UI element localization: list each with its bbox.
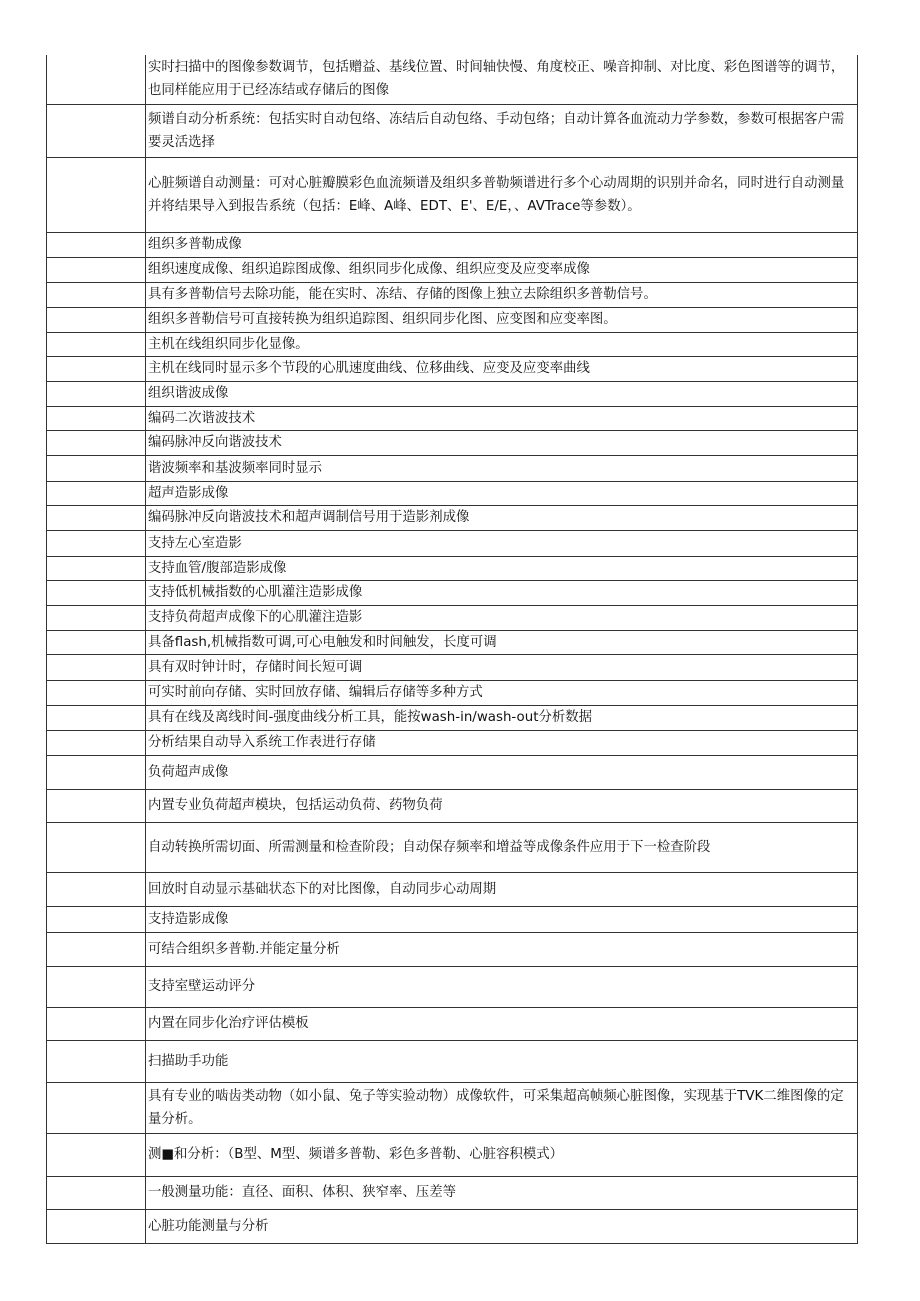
spec-cell: 自动转换所需切面、所需测量和检查阶段；自动保存频率和增益等成像条件应用于下一检查阶段 — [146, 822, 858, 872]
spec-table-body — [47, 55, 858, 1243]
empty-cell — [47, 381, 146, 406]
empty-cell — [47, 257, 146, 282]
empty-cell — [47, 906, 146, 932]
spec-cell: 支持血管/腹部造影成像 — [146, 556, 858, 580]
table-row — [47, 932, 858, 966]
spec-cell: 内置在同步化治疗评估模板 — [146, 1007, 858, 1040]
table-row — [47, 455, 858, 481]
table-row — [47, 580, 858, 605]
table-row — [47, 430, 858, 455]
spec-cell: 可结合组织多普勒.并能定量分析 — [146, 932, 858, 966]
spec-cell: 主机在线组织同步化显像。 — [146, 332, 858, 356]
empty-cell — [47, 104, 146, 157]
spec-cell: 具有专业的啮齿类动物（如小鼠、兔子等实验动物）成像软件，可采集超高帧频心脏图像，实现基于TVK二维图像的定量分析。 — [146, 1082, 858, 1133]
spec-cell: 谐波频率和基波频率同时显示 — [146, 455, 858, 481]
spec-cell: 一般测量功能：直径、面积、体积、狭窄率、压差等 — [146, 1176, 858, 1209]
spec-table — [46, 55, 858, 1244]
spec-cell: 支持造影成像 — [146, 906, 858, 932]
spec-cell: 心脏频谱自动测量：可对心脏瓣膜彩色血流频谱及组织多普勒频谱进行多个心动周期的识别并命名，同时进行自动测量并将结果导入到报告系统（包括：E峰、A峰、EDT、E'、E/E，、AVTrace等参数）。 — [146, 157, 858, 232]
empty-cell — [47, 605, 146, 630]
table-row — [47, 481, 858, 505]
empty-cell — [47, 932, 146, 966]
empty-cell — [47, 755, 146, 789]
table-row — [47, 282, 858, 307]
spec-cell: 具有多普勒信号去除功能，能在实时、冻结、存储的图像上独立去除组织多普勒信号。 — [146, 282, 858, 307]
spec-cell: 可实时前向存储、实时回放存储、编辑后存储等多种方式 — [146, 680, 858, 705]
spec-cell: 频谱自动分析系统：包括实时自动包络、冻结后自动包络、手动包络；自动计算各血流动力学参数，参数可根据客户需要灵活选择 — [146, 104, 858, 157]
table-row — [47, 822, 858, 872]
spec-cell: 扫描助手功能 — [146, 1040, 858, 1082]
spec-cell: 编码脉冲反向谐波技术 — [146, 430, 858, 455]
table-row — [47, 257, 858, 282]
empty-cell — [47, 680, 146, 705]
empty-cell — [47, 789, 146, 822]
spec-cell: 支持负荷超声成像下的心肌灌注造影 — [146, 605, 858, 630]
spec-cell: 编码二次谐波技术 — [146, 406, 858, 430]
empty-cell — [47, 332, 146, 356]
table-row — [47, 680, 858, 705]
spec-cell: 组织谐波成像 — [146, 381, 858, 406]
empty-cell — [47, 654, 146, 680]
empty-cell — [47, 822, 146, 872]
empty-cell — [47, 430, 146, 455]
table-row — [47, 307, 858, 332]
table-row — [47, 1007, 858, 1040]
spec-cell: 组织速度成像、组织追踪图成像、组织同步化成像、组织应变及应变率成像 — [146, 257, 858, 282]
table-row — [47, 1040, 858, 1082]
spec-cell: 具备flash,机械指数可调,可心电触发和时间触发，长度可调 — [146, 630, 858, 654]
spec-cell: 具有双时钟计时，存储时间长短可调 — [146, 654, 858, 680]
spec-cell: 超声造影成像 — [146, 481, 858, 505]
table-row — [47, 332, 858, 356]
spec-cell: 具有在线及离线时间-强度曲线分析工具，能按wash-in/wash-out分析数据 — [146, 705, 858, 730]
empty-cell — [47, 1133, 146, 1176]
empty-cell — [47, 356, 146, 381]
table-row — [47, 705, 858, 730]
spec-cell: 编码脉冲反向谐波技术和超声调制信号用于造影剂成像 — [146, 505, 858, 530]
spec-cell: 组织多普勒信号可直接转换为组织追踪图、组织同步化图、应变图和应变率图。 — [146, 307, 858, 332]
table-row — [47, 381, 858, 406]
empty-cell — [47, 1176, 146, 1209]
table-row — [47, 654, 858, 680]
table-row — [47, 755, 858, 789]
spec-cell: 主机在线同时显示多个节段的心肌速度曲线、位移曲线、应变及应变率曲线 — [146, 356, 858, 381]
empty-cell — [47, 307, 146, 332]
spec-cell: 内置专业负荷超声模块，包括运动负荷、药物负荷 — [146, 789, 858, 822]
spec-cell: 支持室壁运动评分 — [146, 966, 858, 1007]
empty-cell — [47, 556, 146, 580]
table-row — [47, 630, 858, 654]
empty-cell — [47, 406, 146, 430]
table-row — [47, 157, 858, 232]
table-row — [47, 789, 858, 822]
table-row — [47, 55, 858, 104]
empty-cell — [47, 966, 146, 1007]
table-row — [47, 1082, 858, 1133]
table-row — [47, 356, 858, 381]
table-row — [47, 1209, 858, 1243]
table-row — [47, 966, 858, 1007]
table-row — [47, 530, 858, 556]
spec-cell: 心脏功能测量与分析 — [146, 1209, 858, 1243]
empty-cell — [47, 1040, 146, 1082]
spec-cell: 分析结果自动导入系统工作表进行存储 — [146, 730, 858, 755]
table-row — [47, 556, 858, 580]
spec-cell: 实时扫描中的图像参数调节，包括赠益、基线位置、时间轴快慢、角度校正、噪音抑制、对比度、彩色图谱等的调节，也同样能应用于已经冻结或存储后的图像 — [146, 55, 858, 104]
empty-cell — [47, 157, 146, 232]
spec-cell: 回放时自动显示基础状态下的对比图像，自动同步心动周期 — [146, 872, 858, 906]
table-row — [47, 406, 858, 430]
spec-cell: 负荷超声成像 — [146, 755, 858, 789]
empty-cell — [47, 505, 146, 530]
spec-cell: 支持左心室造影 — [146, 530, 858, 556]
spec-cell: 支持低机械指数的心肌灌注造影成像 — [146, 580, 858, 605]
table-row — [47, 906, 858, 932]
table-row — [47, 730, 858, 755]
table-row — [47, 104, 858, 157]
empty-cell — [47, 530, 146, 556]
table-row — [47, 505, 858, 530]
spec-cell: 组织多普勒成像 — [146, 232, 858, 257]
empty-cell — [47, 705, 146, 730]
empty-cell — [47, 282, 146, 307]
empty-cell — [47, 455, 146, 481]
empty-cell — [47, 232, 146, 257]
empty-cell — [47, 1007, 146, 1040]
empty-cell — [47, 630, 146, 654]
spec-cell: 测■和分析：（B型、M型、频谱多普勒、彩色多普勒、心脏容积模式） — [146, 1133, 858, 1176]
empty-cell — [47, 481, 146, 505]
table-row — [47, 1176, 858, 1209]
empty-cell — [47, 872, 146, 906]
table-row — [47, 605, 858, 630]
empty-cell — [47, 580, 146, 605]
empty-cell — [47, 1209, 146, 1243]
empty-cell — [47, 730, 146, 755]
empty-cell — [47, 1082, 146, 1133]
table-row — [47, 232, 858, 257]
table-row — [47, 1133, 858, 1176]
table-row — [47, 872, 858, 906]
empty-cell — [47, 55, 146, 104]
